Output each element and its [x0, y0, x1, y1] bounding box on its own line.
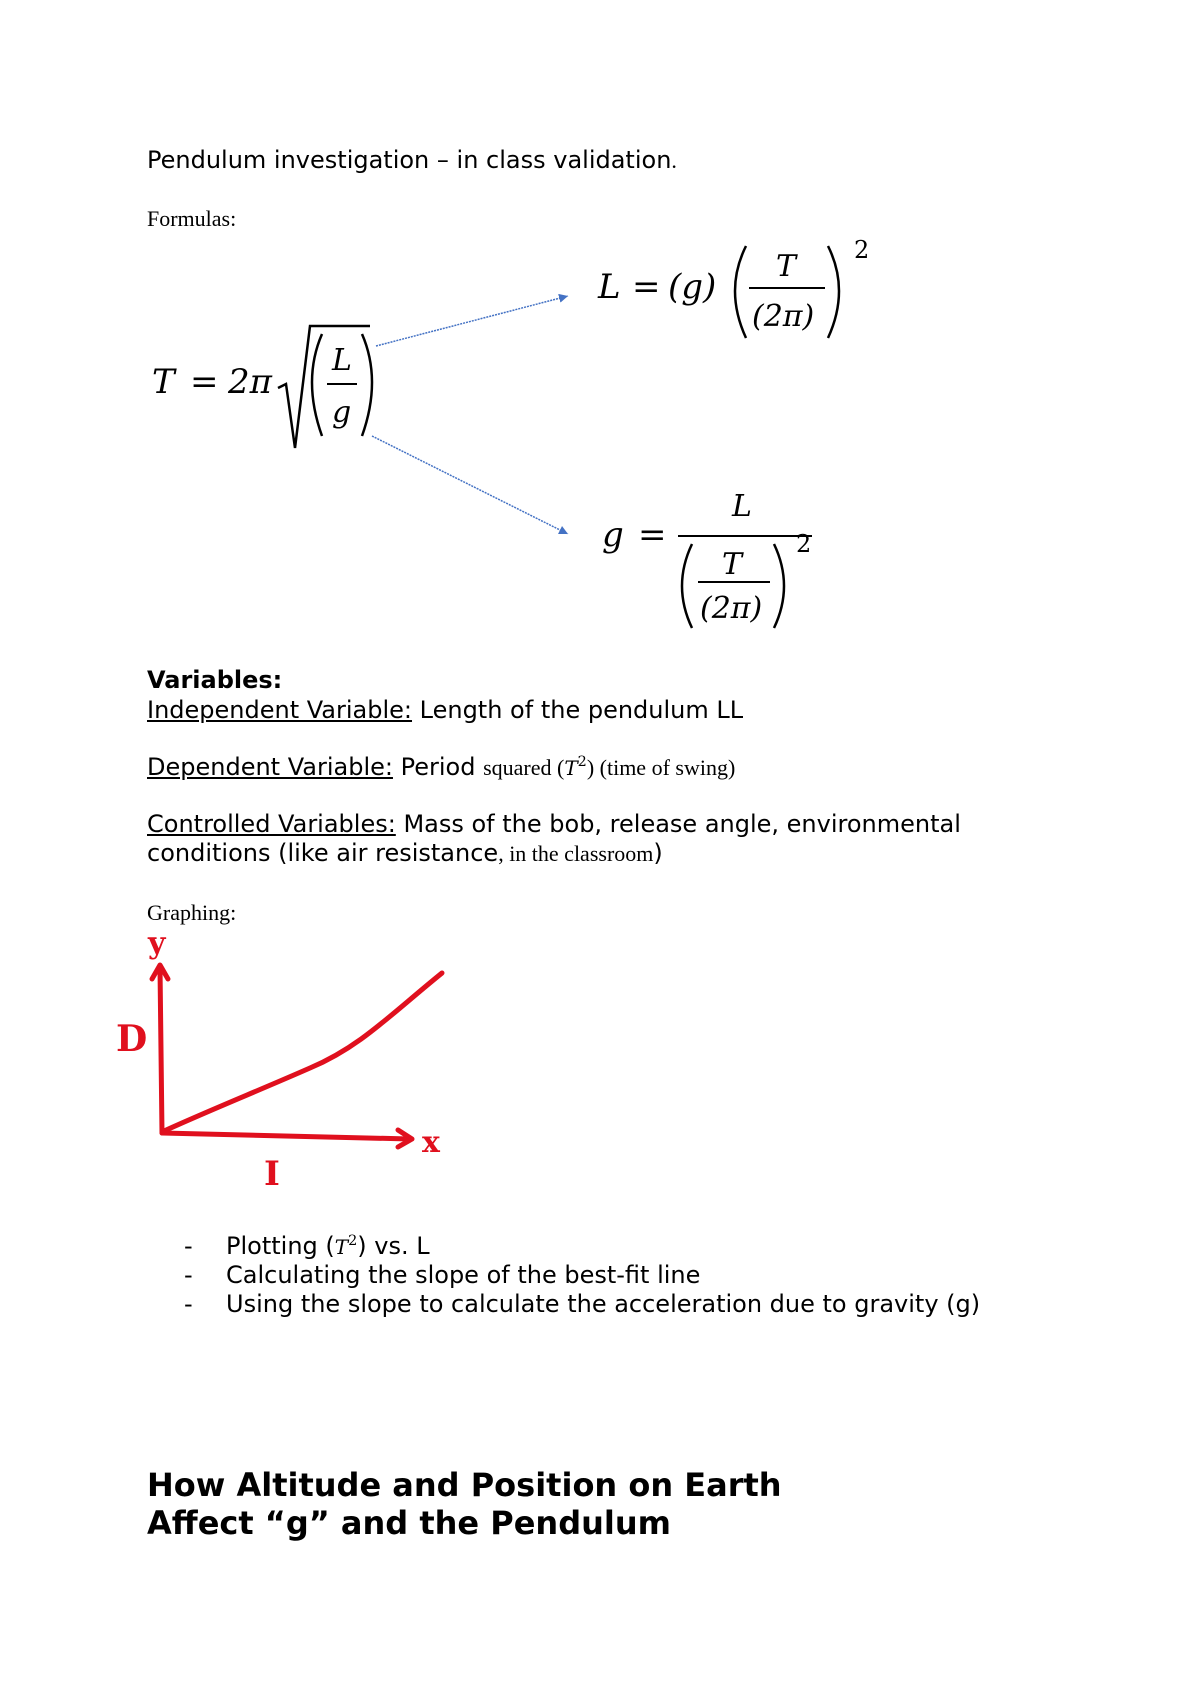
bullet-text — [226, 1232, 430, 1260]
independent-variable-line — [147, 696, 743, 724]
formula-gravity-lhs: g — [602, 515, 624, 555]
dependent-variable-squared: squared ( — [483, 755, 565, 780]
bullet-text-post: ) vs. L — [357, 1232, 430, 1260]
formula-period-num: L — [332, 343, 352, 378]
y-axis-label-dependent: D — [116, 1018, 148, 1060]
variables-heading: Variables: — [147, 666, 283, 694]
formula-gravity-num: L — [732, 489, 752, 524]
section-heading-line-2: Affect “g” and the Pendulum — [147, 1504, 671, 1542]
controlled-variables-text-3: , in the classroom — [498, 841, 654, 866]
section-heading — [147, 1466, 782, 1542]
formulas-label: Formulas: — [147, 206, 237, 231]
controlled-variables-text-4: ) — [653, 839, 663, 867]
formula-length-eq: = — [632, 267, 661, 307]
dependent-variable-label: Dependent Variable: — [147, 753, 393, 781]
formula-arrows — [0, 0, 1200, 700]
bullet-dash: - — [184, 1261, 193, 1289]
formula-length-exp: 2 — [854, 236, 870, 264]
dependent-variable-tail: ) (time of swing) — [586, 755, 736, 780]
independent-variable-label: Independent Variable: — [147, 696, 413, 724]
arrow-to-length-formula — [376, 296, 568, 346]
formula-period-lhs: T — [152, 362, 175, 402]
dependent-variable-line — [147, 753, 735, 781]
data-curve — [164, 973, 442, 1131]
formula-gravity-inner-den: (2π) — [700, 591, 763, 626]
hand-drawn-graph — [110, 925, 470, 1195]
title-period: . — [671, 148, 677, 173]
arrow-to-gravity-formula — [372, 436, 568, 534]
y-axis-line — [160, 968, 162, 1133]
formula-period-eq: = — [190, 362, 219, 402]
formula-gravity-inner-num: T — [722, 547, 743, 582]
formula-length-num: T — [776, 249, 797, 284]
formula-length-g: (g) — [668, 267, 717, 307]
formula-length-den: (2π) — [752, 299, 815, 334]
bullet-text: Calculating the slope of the best-fit line — [226, 1261, 701, 1289]
formula-gravity-exp: 2 — [796, 530, 812, 558]
dependent-variable-text: Period — [392, 753, 484, 781]
graphing-label: Graphing: — [147, 900, 237, 925]
formula-period-coef: 2π — [228, 362, 272, 402]
bullet-exp: 2 — [348, 1233, 358, 1249]
dependent-variable-exp: 2 — [577, 754, 587, 770]
formula-period-den: g — [332, 395, 352, 430]
bullet-dash: - — [184, 1290, 193, 1318]
controlled-variables-line-1 — [147, 810, 961, 838]
controlled-variables-text: Mass of the bob, release angle, environmental — [395, 810, 961, 838]
controlled-variables-label: Controlled Variables: — [147, 810, 396, 838]
x-axis-line — [162, 1133, 410, 1139]
dependent-variable-symbol: T — [564, 756, 578, 780]
section-heading-line-1: How Altitude and Position on Earth — [147, 1466, 782, 1504]
x-axis-letter: x — [422, 1125, 440, 1160]
controlled-variables-line-2 — [147, 839, 663, 867]
formula-gravity-eq: = — [638, 515, 667, 555]
bullet-text-pre: Plotting ( — [226, 1232, 335, 1260]
x-axis-label-independent: I — [264, 1154, 280, 1194]
y-axis-letter: y — [148, 926, 166, 961]
bullet-dash: - — [184, 1232, 193, 1260]
title-text: Pendulum investigation – in class validation — [147, 146, 672, 174]
controlled-variables-text-2: conditions (like air resistance — [147, 839, 499, 867]
formula-length-lhs: L — [598, 267, 621, 307]
bullet-symbol: T — [334, 1235, 349, 1259]
bullet-text: Using the slope to calculate the acceleration due to gravity (g) — [226, 1290, 981, 1318]
independent-variable-text: Length of the pendulum LL — [412, 696, 744, 724]
